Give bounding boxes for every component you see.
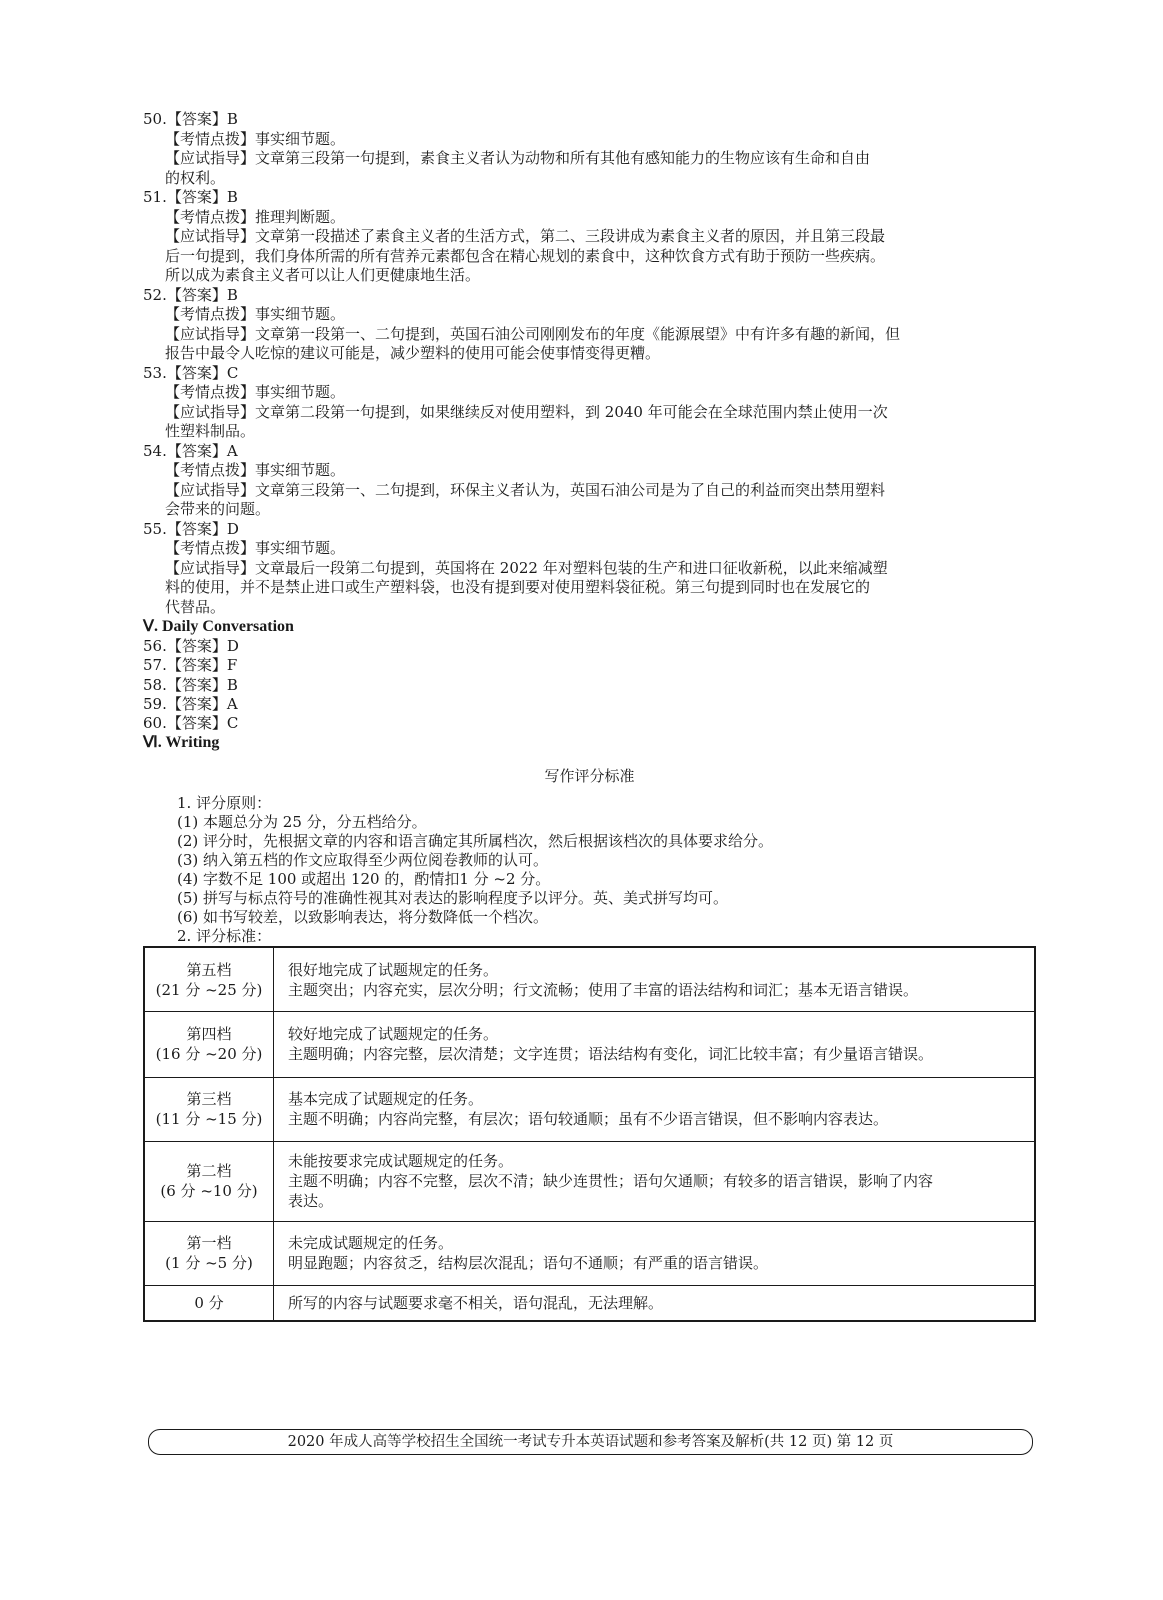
answer-line <box>143 110 1036 130</box>
grade-description-line: 主题明确；内容完整，层次清楚；文字连贯；语法结构有变化，词汇比较丰富；有少量语言错误。 <box>288 1045 934 1064</box>
grade-row <box>144 1141 1035 1221</box>
section-daily-conversation-title: Ⅴ. Daily Conversation <box>143 618 294 635</box>
grade-description-cell <box>274 1221 1036 1285</box>
grade-level: 第二档 <box>186 1162 232 1181</box>
grade-level: 第一档 <box>186 1234 232 1253</box>
grade-description-cell <box>274 947 1036 1011</box>
answer-line <box>143 286 1036 306</box>
grade-description-line: 未完成试题规定的任务。 <box>288 1234 454 1253</box>
principle-item: (5) 拼写与标点符号的准确性视其对表达的影响程度予以评分。英、美式拼写均可。 <box>177 889 729 908</box>
principle-list <box>177 813 1036 927</box>
question-number: 55. <box>143 519 167 538</box>
principle-item: (3) 纳入第五档的作文应取得至少两位阅卷教师的认可。 <box>177 851 549 870</box>
answer-key: 【答案】B <box>166 188 238 206</box>
question-number: 53. <box>143 363 167 382</box>
guide-line: 【应试指导】文章最后一段第二句提到，英国将在 2022 年对塑料包装的生产和进口征收新税，以此来缩减塑 <box>165 558 888 577</box>
grade-description-line: 主题不明确；内容不完整，层次不清；缺少连贯性；语句欠通顺；有较多的语言错误，影响了内容 <box>288 1172 934 1191</box>
grade-description-line: 基本完成了试题规定的任务。 <box>288 1090 484 1109</box>
writing-criteria-heading: 写作评分标准 <box>544 767 635 786</box>
grade-level: 第三档 <box>186 1090 232 1109</box>
answer-item <box>143 110 1036 188</box>
guide-line: 料的使用，并不是禁止进口或生产塑料袋，也没有提到要对使用塑料袋征税。第三句提到同时也在发展它的 <box>165 578 871 596</box>
answer-page <box>143 110 1036 1322</box>
conversation-answer: 57.【答案】F <box>143 656 238 675</box>
grade-range: (16 分 ~20 分) <box>155 1045 263 1064</box>
conversation-answer: 56.【答案】D <box>143 637 239 655</box>
grade-range: (1 分 ~5 分) <box>165 1254 253 1273</box>
grade-row <box>144 1285 1035 1321</box>
grade-range: (11 分 ~15 分) <box>155 1110 263 1129</box>
principle-item: (2) 评分时，先根据文章的内容和语言确定其所属档次，然后根据该档次的具体要求给分。 <box>177 832 774 851</box>
grade-description-line: 未能按要求完成试题规定的任务。 <box>288 1152 514 1171</box>
answer-key: 【答案】C <box>166 363 239 382</box>
guide-line: 【应试指导】文章第三段第一、二句提到，环保主义者认为，英国石油公司是为了自己的利益而突出禁用塑料 <box>165 480 886 499</box>
answer-item <box>143 188 1036 286</box>
exam-point: 【考情点拨】事实细节题。 <box>165 305 346 323</box>
conversation-answer: 60.【答案】C <box>143 714 239 733</box>
answer-item <box>143 364 1036 442</box>
guide-line: 【应试指导】文章第二段第一句提到，如果继续反对使用塑料，到 2040 年可能会在全球范围内禁止使用一次 <box>165 402 888 421</box>
reading-answers <box>143 110 1036 617</box>
answer-item <box>143 520 1036 618</box>
guide-line: 【应试指导】文章第一段描述了素食主义者的生活方式，第二、三段讲成为素食主义者的原因，并且第三段最 <box>165 227 886 245</box>
grade-description-line: 明显跑题；内容贫乏，结构层次混乱；语句不通顺；有严重的语言错误。 <box>288 1254 769 1273</box>
grade-level-cell <box>144 947 274 1011</box>
grade-level: 第四档 <box>186 1025 232 1044</box>
guide-line: 【应试指导】文章第三段第一句提到，素食主义者认为动物和所有其他有感知能力的生物应该有生命和自由 <box>165 149 871 167</box>
grade-description-line: 表达。 <box>288 1192 334 1211</box>
grade-row <box>144 1221 1035 1285</box>
grade-row <box>144 1077 1035 1141</box>
principle-item: (6) 如书写较差，以致影响表达，将分数降低一个档次。 <box>177 908 549 927</box>
exam-point: 【考情点拨】事实细节题。 <box>165 461 346 479</box>
grade-range: (6 分 ~10 分) <box>160 1182 258 1201</box>
grade-description-line: 较好地完成了试题规定的任务。 <box>288 1025 499 1044</box>
grade-row <box>144 947 1035 1011</box>
page-footer: 2020 年成人高等学校招生全国统一考试专升本英语试题和参考答案及解析(共 12 页) 第 12 页 <box>148 1429 1033 1455</box>
guide-line: 后一句提到，我们身体所需的所有营养元素都包含在精心规划的素食中，这种饮食方式有助于预防一些疾病。 <box>165 246 886 265</box>
answer-key: 【答案】D <box>166 519 239 538</box>
answer-line <box>143 188 1036 208</box>
guide-line: 报告中最令人吃惊的建议可能是，减少塑料的使用可能会使事情变得更糟。 <box>165 344 661 362</box>
exam-point: 【考情点拨】事实细节题。 <box>165 539 346 557</box>
grade-description-line: 所写的内容与试题要求毫不相关，语句混乱，无法理解。 <box>288 1294 664 1313</box>
exam-point: 【考情点拨】事实细节题。 <box>165 383 346 401</box>
section-writing-title: Ⅵ. Writing <box>143 734 220 752</box>
exam-point: 【考情点拨】事实细节题。 <box>165 129 346 148</box>
guide-line: 【应试指导】文章第一段第一、二句提到，英国石油公司刚刚发布的年度《能源展望》中有许多有趣的新闻，但 <box>165 324 901 343</box>
grade-level-cell <box>144 1285 274 1321</box>
grade-level: 第五档 <box>186 960 232 979</box>
answer-item <box>143 286 1036 364</box>
guide-line: 会带来的问题。 <box>165 500 271 518</box>
grade-description-line: 主题突出；内容充实，层次分明；行文流畅；使用了丰富的语法结构和词汇；基本无语言错误。 <box>288 980 919 999</box>
principle-item: (1) 本题总分为 25 分，分五档给分。 <box>177 813 427 832</box>
grade-description-cell <box>274 1011 1036 1077</box>
grade-level-cell <box>144 1077 274 1141</box>
exam-point: 【考情点拨】推理判断题。 <box>165 207 346 226</box>
answer-line <box>143 364 1036 384</box>
grade-level-cell <box>144 1011 274 1077</box>
answer-item <box>143 442 1036 520</box>
conversation-answer: 58.【答案】B <box>143 675 238 694</box>
grade-level: 0 分 <box>194 1294 224 1313</box>
answer-line <box>143 442 1036 462</box>
question-number: 52. <box>143 285 167 304</box>
question-number: 51. <box>143 188 167 206</box>
answer-key: 【答案】B <box>166 285 238 304</box>
principles-title: 1. 评分原则： <box>177 794 272 813</box>
standards-title: 2. 评分标准： <box>177 927 272 946</box>
answer-key: 【答案】A <box>166 441 238 460</box>
principle-item: (4) 字数不足 100 或超出 120 的，酌情扣1 分 ~2 分。 <box>177 870 551 889</box>
grading-table <box>143 946 1036 1322</box>
grade-description-cell <box>274 1141 1036 1221</box>
grade-description-cell <box>274 1285 1036 1321</box>
grade-description-cell <box>274 1077 1036 1141</box>
answer-key: 【答案】B <box>166 110 238 128</box>
daily-conversation-answers <box>143 637 1036 733</box>
guide-line: 的权利。 <box>165 168 226 187</box>
grade-row <box>144 1011 1035 1077</box>
guide-line: 所以成为素食主义者可以让人们更健康地生活。 <box>165 266 481 284</box>
grade-level-cell <box>144 1141 274 1221</box>
scoring-principles <box>143 794 1036 946</box>
grade-description-line: 很好地完成了试题规定的任务。 <box>288 960 499 979</box>
guide-line: 代替品。 <box>165 597 226 616</box>
grade-description-line: 主题不明确；内容尚完整，有层次；语句较通顺；虽有不少语言错误，但不影响内容表达。 <box>288 1110 889 1129</box>
grade-level-cell <box>144 1221 274 1285</box>
question-number: 54. <box>143 441 167 460</box>
question-number: 50. <box>143 110 167 128</box>
answer-line <box>143 520 1036 540</box>
grade-range: (21 分 ~25 分) <box>155 980 263 999</box>
guide-line: 性塑料制品。 <box>165 422 256 440</box>
conversation-answer: 59.【答案】A <box>143 694 238 713</box>
